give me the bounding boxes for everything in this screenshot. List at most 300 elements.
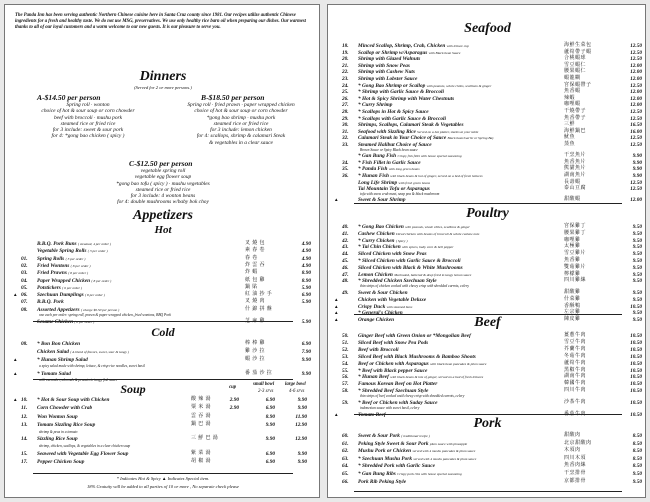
seafood-item-name-text: * Scallops in Hot & Spicy Sauce <box>358 109 429 115</box>
pork-item-name <box>358 463 435 470</box>
seafood-item <box>334 109 642 116</box>
pork-item-price: 8.50 <box>632 448 642 455</box>
seafood-item-chinese: 雪豆蝦仁 <box>564 62 587 68</box>
poultry-title: Poultry <box>466 206 509 221</box>
poultry-item-desc: thin strips of chicken cooked with chewy crisp with shredded carrots, celery <box>360 284 469 289</box>
poultry-item-number: 49. <box>342 289 349 296</box>
poultry-item-chinese: 甜酸雞 <box>564 289 581 295</box>
poultry-item-chinese: 咖哩雞 <box>564 237 581 243</box>
seafood-item-chinese: 魚香蝦 <box>564 89 581 95</box>
appetizer-item-price: 4.90 <box>301 255 311 262</box>
seafood-item-name-text: * Panda Fish <box>358 166 388 173</box>
seafood-item-name <box>358 153 462 160</box>
seafood-item-chinese: 蒸魚 <box>564 142 576 147</box>
seafood-item-name-text: * Shrimp with Garlic Sauce & Broccoli <box>358 89 444 96</box>
appetizers-title: Appetizers <box>133 208 193 223</box>
appetizer-item-name <box>37 263 91 270</box>
seafood-item-name-text: Tai Mountain Tofu or Asparagus <box>358 186 430 193</box>
soup-item <box>13 405 313 412</box>
cold-item-note: ( A blend of flavors, sweet, sour & tangy ) <box>70 350 129 354</box>
soup-col-cup: cup <box>229 385 237 390</box>
beef-item-note: with black beans & lots of ginger, served on a bed of fresh lettuces <box>390 375 484 380</box>
appetizer-item-chinese: 芝 麻 雞 <box>245 319 266 325</box>
cold-item-chinese: 棒 棒 雞 <box>245 341 266 346</box>
poultry-item-note: Marinated, battered & deep fried in tangy lemon sauce <box>394 272 472 277</box>
seafood-item-price: 12.00 <box>630 197 642 204</box>
seafood-item-number: 31. <box>342 128 349 135</box>
pork-item-chinese: 京都排骨 <box>564 478 587 484</box>
beef-item-name <box>358 361 486 368</box>
seafood-item-note: with black beans & hot of ginger, served on a bed of fresh lettuces <box>390 174 483 179</box>
pork-item-name-text: Sweet & Sour Pork <box>358 433 400 439</box>
seafood-item <box>334 153 642 160</box>
appetizer-item-chinese: 叉 燒 肉 <box>245 299 266 305</box>
appetizer-item-name-text: Paper Wrapped Chicken <box>37 277 91 284</box>
seafood-item-name-text: Sweet & Sour Shrimp <box>358 197 406 204</box>
seafood-item <box>334 180 642 187</box>
appetizer-item-price: 6.90 <box>301 292 311 299</box>
cold-item <box>13 357 313 364</box>
seafood-item-chinese: 干燒帶子 <box>564 109 587 114</box>
poultry-special-icon: ▲ <box>334 303 339 309</box>
poultry-item-name <box>358 251 427 258</box>
appetizer-item-name-text: Sesame Chicken <box>37 319 74 326</box>
cold-special-icon: ▲ <box>13 357 18 362</box>
beef-item-desc: thin strips of beef cooked until chewy crisp with shredded carrots, celery <box>360 394 465 399</box>
seafood-item-chinese: 腰果蝦仁 <box>564 69 587 75</box>
poultry-item-name-text: Sliced Chicken with Black & White Mushrooms <box>358 264 463 271</box>
soup-item-desc: shrimp & peas in a tomato <box>39 429 78 434</box>
pork-item-name <box>358 433 430 440</box>
pork-item-chinese: 木須肉 <box>564 448 581 454</box>
seafood-item <box>334 76 642 83</box>
beef-item-chinese: 芥蘭牛肉 <box>564 346 587 352</box>
poultry-item-price: 9.50 <box>632 244 642 251</box>
beef-item <box>334 381 642 388</box>
pork-item-price: 9.50 <box>632 471 642 477</box>
appetizer-item-chinese: 什 錦 拼 盤 <box>245 306 273 312</box>
cold-item-chinese: 蝦 沙 拉 <box>245 357 266 362</box>
pork-item-chinese: 干烹排骨 <box>564 471 587 476</box>
cold-item-name <box>37 349 129 356</box>
appetizer-item <box>13 278 313 285</box>
seafood-item-number: 36. <box>342 173 349 180</box>
poultry-item-chinese: 什菜雞 <box>564 296 581 302</box>
pork-item <box>334 471 642 478</box>
seafood-item-price: 9.90 <box>632 166 642 173</box>
appetizer-item <box>13 248 313 255</box>
seafood-item-number: 19. <box>342 49 349 56</box>
soup-item-price-large: 11.90 <box>295 413 307 420</box>
seafood-item-name <box>358 109 429 116</box>
seafood-item-chinese: 熊貓魚片 <box>564 166 587 172</box>
poultry-item-name <box>358 290 408 297</box>
soup-item-number: 11. <box>21 405 28 412</box>
seafood-item-number: 18. <box>342 43 349 49</box>
beef-item-price: 10.50 <box>630 374 642 381</box>
beef-item <box>334 347 642 354</box>
cold-item-price: 9.90 <box>301 370 311 377</box>
seafood-item-name <box>358 173 483 180</box>
pork-item-name <box>358 448 475 455</box>
soup-item-name-text: Pepper Chicken Soup <box>37 459 85 466</box>
seafood-item-number: 27. <box>342 102 349 109</box>
beef-item-name <box>358 354 476 361</box>
poultry-item-note: Diced chicken with beams of broccoli & whole cashew nuts <box>395 231 480 236</box>
appetizer-item-name-text: Fried Wontons <box>37 262 70 269</box>
soup-item-price-large: 12.90 <box>295 422 307 429</box>
pork-item <box>334 433 642 440</box>
beef-item-name <box>358 374 483 381</box>
poultry-item-name <box>358 297 426 304</box>
appetizer-item-name <box>37 256 85 263</box>
cold-item-name-text: * Hunan Shrimp Salad <box>37 357 88 363</box>
beef-item-name-text: * Beef or Chicken with Saday Sauce <box>358 399 438 406</box>
pork-item-note: Crispy pork ribs with house special seasoning <box>397 472 462 476</box>
appetizer-item <box>13 241 313 248</box>
appetizer-item-name <box>37 270 88 277</box>
beef-item <box>334 354 642 361</box>
cold-title: Cold <box>151 325 175 339</box>
seafood-item-price: 12.00 <box>630 62 642 69</box>
beef-item-price: 10.50 <box>630 346 642 353</box>
soup-item-price-small: 6.90 <box>265 459 275 466</box>
appetizer-item-name <box>37 278 111 285</box>
cold-item <box>13 371 313 378</box>
seafood-item-chinese: 蘆筍帶子蝦 <box>564 49 592 55</box>
seafood-item-name <box>358 89 444 96</box>
soup-item-chinese: 三 鮮 巴 湯 <box>191 436 219 442</box>
soup-item-price-large: 12.90 <box>295 436 307 443</box>
appetizer-item <box>13 285 313 292</box>
poultry-item <box>334 297 642 304</box>
beef-divider <box>354 414 622 415</box>
soup-item-chinese: 胡 椒 湯 <box>191 459 212 465</box>
seafood-item-name <box>358 180 430 187</box>
seafood-item-chinese: 湖南魚片 <box>564 173 587 179</box>
beef-item-price: 10.50 <box>630 411 642 418</box>
seafood-item-name-text: Steamed Halibut Choice of Sauce <box>358 142 432 148</box>
cold-item-desc: a spicy salad made with shrimp, lettuce, & crisp rice noodles, sweet basil <box>39 364 145 368</box>
poultry-item-number: 48. <box>342 278 349 285</box>
appetizer-item-note: ( 8 per order ) <box>68 271 89 276</box>
seafood-item-chinese: 魚香帶子 <box>564 115 587 121</box>
seafood-item-price: 12.50 <box>630 49 642 56</box>
seafood-item <box>334 173 642 180</box>
seafood-item-price: 12.50 <box>630 135 642 142</box>
soup-item-name <box>37 451 128 458</box>
beef-item-name-text: Beef with Broccoli <box>358 346 399 353</box>
beef-item-name-text: * Beef with Black pepper Sauce <box>358 367 428 374</box>
beef-item <box>334 333 642 340</box>
pork-item-name-text: Pork Rib Peking Style <box>358 478 407 485</box>
seafood-item-name-text: Calamari Steak in Your Choice of Sauce <box>358 135 447 142</box>
poultry-item-name-text: Cashew Chicken <box>358 230 395 237</box>
seafood-item-chinese: 咖哩蝦 <box>564 102 581 108</box>
appetizer-item-price: 5.90 <box>301 319 311 326</box>
pork-item-name-text: Mushu Pork or Chicken <box>358 448 412 455</box>
seafood-item-chinese: 海鮮鍋巴 <box>564 128 587 134</box>
cold-item-name <box>37 341 80 348</box>
seafood-item-name <box>358 166 420 173</box>
appetizer-item-price: 8.90 <box>301 277 311 284</box>
seafood-divider <box>354 203 622 204</box>
soup-item-chinese: 雲 吞 湯 <box>191 413 212 419</box>
pork-item-chinese: 甜酸肉 <box>564 433 581 438</box>
seafood-item-name-text: * Gan Bung Fish <box>358 153 397 160</box>
seafood-item-number: 20. <box>342 56 349 63</box>
cold-item-chinese: 雞 沙 拉 <box>245 349 266 354</box>
dinners-subtitle: (Served for 2 or more persons.) <box>134 85 192 90</box>
seafood-item-number: 26. <box>342 95 349 102</box>
beef-item-name-text: Sliced Beef with Snow Pea Pods <box>358 339 429 346</box>
pork-item-name-text: * Szechuan Mushu Pork <box>358 455 413 462</box>
seafood-item <box>334 89 642 96</box>
soup-item-price-small: 6.90 <box>265 397 275 403</box>
beef-item-chinese: 冬菇牛肉 <box>564 353 587 359</box>
soup-divider <box>33 473 293 474</box>
beef-item-price: 10.50 <box>630 388 642 395</box>
soup-item <box>13 414 313 421</box>
appetizer-item-number: 06. <box>21 292 28 299</box>
seafood-item-desc: Brown Sauce or Spicy Black bean sauce <box>360 147 418 152</box>
seafood-item-name-text: Shrimp with Glazed Walnuts <box>358 56 421 63</box>
beef-title: Beef <box>474 315 501 330</box>
beef-item-number: 58. <box>342 388 349 395</box>
pork-item-number: 61. <box>342 440 349 447</box>
seafood-item-number: 32. <box>342 135 349 142</box>
seafood-item-name-text: * Scallops with Garlic Sauce & Broccoli <box>358 115 446 122</box>
poultry-item <box>334 290 642 297</box>
pork-item <box>334 448 642 455</box>
poultry-item-price: 9.50 <box>632 278 642 285</box>
cold-item <box>13 341 313 348</box>
seafood-item-name-text: Shrimp with Cashew Nuts <box>358 69 415 76</box>
appetizer-item-chinese: 鍋 貼 <box>245 284 258 290</box>
poultry-item-number: 46. <box>342 264 349 271</box>
soup-item-name <box>37 405 92 412</box>
seafood-item-name-text: Scallop or Shrimp w/Asparagus <box>358 49 428 56</box>
beef-item-name <box>358 347 399 354</box>
poultry-item-name-text: Chicken with Vegetable Deluxe <box>358 296 427 303</box>
pork-item-chinese: 魚香肉絲 <box>564 463 587 469</box>
dinner-a-head: A-$14.50 per person <box>37 93 101 102</box>
poultry-item-price: 9.50 <box>632 296 642 303</box>
poultry-item-price: 9.50 <box>632 237 642 244</box>
seafood-item-price: 12.50 <box>630 82 642 89</box>
beef-item-name-text: * Shredded Beef Szechuan Style <box>358 388 429 395</box>
poultry-item-chinese: 魚香雞 <box>564 258 581 263</box>
cold-item-price: 7.90 <box>301 349 311 355</box>
soup-item-name <box>37 397 109 404</box>
appetizer-item-number: 08. <box>21 306 28 313</box>
soup-item-name <box>37 436 78 443</box>
appetizer-item-number: 01. <box>21 255 28 262</box>
soup-col-large-sub: 4-6 srvs <box>289 389 305 394</box>
pork-item-number: 65. <box>342 471 349 477</box>
appetizers-hot-title: Hot <box>154 224 172 236</box>
seafood-item-name <box>358 76 417 83</box>
seafood-item-price: 12.00 <box>630 89 642 96</box>
poultry-item-name <box>358 224 470 231</box>
beef-item-name-text: Tomato Beef <box>358 411 386 418</box>
poultry-item <box>334 251 642 258</box>
cold-item-name <box>37 357 88 364</box>
poultry-item <box>334 224 642 231</box>
appetizer-item-note: ( 6 per order ) <box>62 285 83 290</box>
beef-item-number: 53. <box>342 353 349 360</box>
beef-item-name <box>358 381 437 388</box>
soup-item-name-text: Tomato Sizzling Rice Soup <box>37 422 96 429</box>
appetizer-item-chinese: 炸 雲 吞 <box>245 262 266 268</box>
beef-special-icon: ▲ <box>334 411 339 417</box>
soup-col-small: small bowl <box>253 382 275 387</box>
poultry-item-name-text: * Gong Bao Chicken <box>358 224 404 230</box>
seafood-item <box>334 116 642 123</box>
appetizer-item-price: 5.90 <box>301 299 311 306</box>
appetizer-item <box>13 292 313 299</box>
dinner-b-head: B-$18.50 per person <box>201 93 265 102</box>
poultry-item-number: 42. <box>342 237 349 244</box>
legend-footnote: * Indicates Hot & Spicy ▲ Indicates Special item. <box>116 476 210 481</box>
seafood-item-number: 35. <box>342 166 349 173</box>
beef-item-price: 10.50 <box>630 360 642 367</box>
seafood-item-name-text: Long Life Shrimp <box>358 179 398 186</box>
poultry-item-name-text: Lemon Chicken <box>358 271 393 278</box>
beef-item-note: with black bean pancakes & plum sauce <box>430 361 487 366</box>
seafood-title: Seafood <box>464 21 511 36</box>
beef-item-name-text: Beef or Chicken with Asparagus <box>358 360 429 367</box>
appetizer-item <box>13 270 313 277</box>
soup-item-name-text: Seaweed with Vegetable Egg Flower Soup <box>37 450 129 457</box>
beef-item-chinese: 雪豆牛肉 <box>564 339 587 345</box>
pork-item-number: 64. <box>342 463 349 470</box>
seafood-item-number: 29. <box>342 115 349 122</box>
soup-item-price-small: 6.90 <box>265 405 275 412</box>
seafood-item-name-text: Seafood with Sizzling Rice <box>358 128 416 135</box>
cold-divider <box>33 379 293 380</box>
appetizer-item-chinese: 素 春 卷 <box>245 248 266 254</box>
pork-item-name-text: * Shredded Pork with Garlic Sauce <box>358 463 435 470</box>
seafood-item-note: with lettuce cup <box>446 44 469 48</box>
pork-item-price: 8.50 <box>632 463 642 470</box>
soup-item-price-cup: 2.90 <box>229 397 239 403</box>
poultry-item-name-text: * Shredded Chicken Szechuan Style <box>358 278 437 285</box>
beef-item-chinese: 薑蔥牛肉 <box>564 333 587 338</box>
seafood-item-name-text: Minced Scallop, Shrimp, Crab, Chicken <box>358 43 446 49</box>
cold-item <box>13 349 313 356</box>
beef-item <box>334 340 642 347</box>
pork-item <box>334 456 642 463</box>
beef-item <box>334 374 642 381</box>
beef-item-number: 54. <box>342 360 349 367</box>
appetizer-item-note: ( 8 per order ) <box>70 263 91 268</box>
seafood-item-chinese: 海鮮生菜包 <box>564 43 592 48</box>
seafood-item-number: 25. <box>342 89 349 96</box>
appetizer-item-note: ( 8 per order ) <box>74 320 95 325</box>
beef-item-chinese: 黑椒牛肉 <box>564 367 587 373</box>
pork-item-price: 8.50 <box>632 433 642 439</box>
cold-item-name <box>37 371 71 378</box>
seafood-item-note: with long green beans <box>388 167 420 172</box>
beef-item-price: 10.50 <box>630 381 642 388</box>
soup-item-chinese: 鍋 巴 湯 <box>191 422 212 428</box>
poultry-item-number: 43. <box>342 244 349 251</box>
appetizer-item-desc: one each per order: spring roll, prawn & paper wrapped chicken, fried wontons, BBQ Pork <box>39 313 171 317</box>
pork-item-number: 66. <box>342 478 349 485</box>
seafood-item-chinese: 宮保蝦帶子 <box>564 82 592 88</box>
appetizer-item-name-text: B.B.Q. Pork Buns <box>37 241 77 247</box>
pork-item-name <box>358 471 462 478</box>
beef-item-number: 57. <box>342 381 349 388</box>
soup-item <box>13 436 313 443</box>
cold-item-number: 08. <box>21 341 28 347</box>
beef-item-chinese: 沙茶牛肉 <box>564 399 587 405</box>
pork-item <box>334 479 642 486</box>
beef-item-number: 59. <box>342 399 349 406</box>
appetizer-item-price: 8.90 <box>301 270 311 277</box>
soup-item <box>13 422 313 429</box>
seafood-item-name <box>358 56 420 63</box>
pork-item-name-text: * Gan Bung Ribs <box>358 471 396 477</box>
seafood-item-price: 12.00 <box>630 76 642 82</box>
poultry-item-price: 9.50 <box>632 310 642 317</box>
seafood-item-name-text: * Hunan Fish <box>358 173 389 180</box>
poultry-item-note: with peanuts, whole chiles, scallions & ginger <box>405 225 470 229</box>
soup-item-number: 15. <box>21 450 28 457</box>
seafood-item-price: 9.90 <box>632 159 642 166</box>
beef-item-chinese: 番茄牛肉 <box>564 411 587 417</box>
pork-item-note: served with 4 mushu pancakes & plum sauce <box>413 456 477 461</box>
dinners-title: Dinners <box>139 69 187 84</box>
soup-col-large: large bowl <box>285 382 306 387</box>
beef-item-number: 52. <box>342 346 349 353</box>
appetizer-item-name-text: Szechuan Dumplings <box>37 292 84 299</box>
soup-item-desc: shrimp, chicken, scallops, & vegetables in a clear chicken soup <box>39 443 131 448</box>
seafood-item-name <box>358 135 494 142</box>
seafood-item-name-text: * Gong Bao Shrimp or Scallop <box>358 82 426 89</box>
poultry-item-number: 40. <box>342 224 349 230</box>
poultry-item-number: 41. <box>342 230 349 237</box>
beef-item-chinese: 湖南牛肉 <box>564 374 587 380</box>
poultry-item-chinese: 太極雞 <box>564 244 581 250</box>
soup-item-price-large: 9.90 <box>297 397 307 403</box>
poultry-item-chinese: 四川雞絲 <box>564 278 587 284</box>
appetizer-item-chinese: 叉 燒 包 <box>245 241 266 246</box>
beef-item-price: 10.50 <box>630 399 642 406</box>
seafood-item-number: 24. <box>342 82 349 89</box>
appetizer-item-name-text: B.B.Q. Pork <box>37 299 64 306</box>
seafood-item-name-text: Shrimps, Scallops, Calamari Steak & Vegetables <box>358 122 464 129</box>
poultry-item-name <box>358 265 463 272</box>
pork-item-number: 63. <box>342 455 349 462</box>
beef-item-name <box>358 333 471 340</box>
soup-item <box>13 397 313 404</box>
seafood-item-name-text: * Fish Fillet in Garlic Sauce <box>358 159 421 166</box>
seafood-item <box>334 122 642 129</box>
dinner-c-desc: vegetable spring roll vegetable egg flower soup *gong bao tofu ( spicy ) · mushu vegetables steamed rice or fried rice for 3 include: 4 wonton beans for 4: double mushrooms w/baby bok choy <box>116 168 210 206</box>
soup-item-name <box>37 422 95 429</box>
soup-item-price-large: 9.90 <box>297 459 307 466</box>
appetizer-item-name-text: Assorted Appetizers <box>37 306 80 313</box>
soup-item <box>13 459 313 466</box>
pork-item-number: 62. <box>342 448 349 455</box>
soup-col-small-sub: 2-3 srvs <box>258 389 274 394</box>
pork-item-note: ( traditional recipe ) <box>401 434 430 438</box>
poultry-item-name-text: Sliced Chicken with Snow Peas <box>358 251 427 258</box>
beef-item-chinese: 蘆筍牛肉 <box>564 360 587 366</box>
dinner-b-desc: Spring roll · fried prawn · paper wrapped chicken choice of hot & sour soup or corn chowder *gong bao shrimp · mushu pork steamed rice or fried rice for 3 include: lemon chicken for 4: scallops, shrimp & calamari Steak & vegetables in a clear sauce <box>187 102 295 146</box>
